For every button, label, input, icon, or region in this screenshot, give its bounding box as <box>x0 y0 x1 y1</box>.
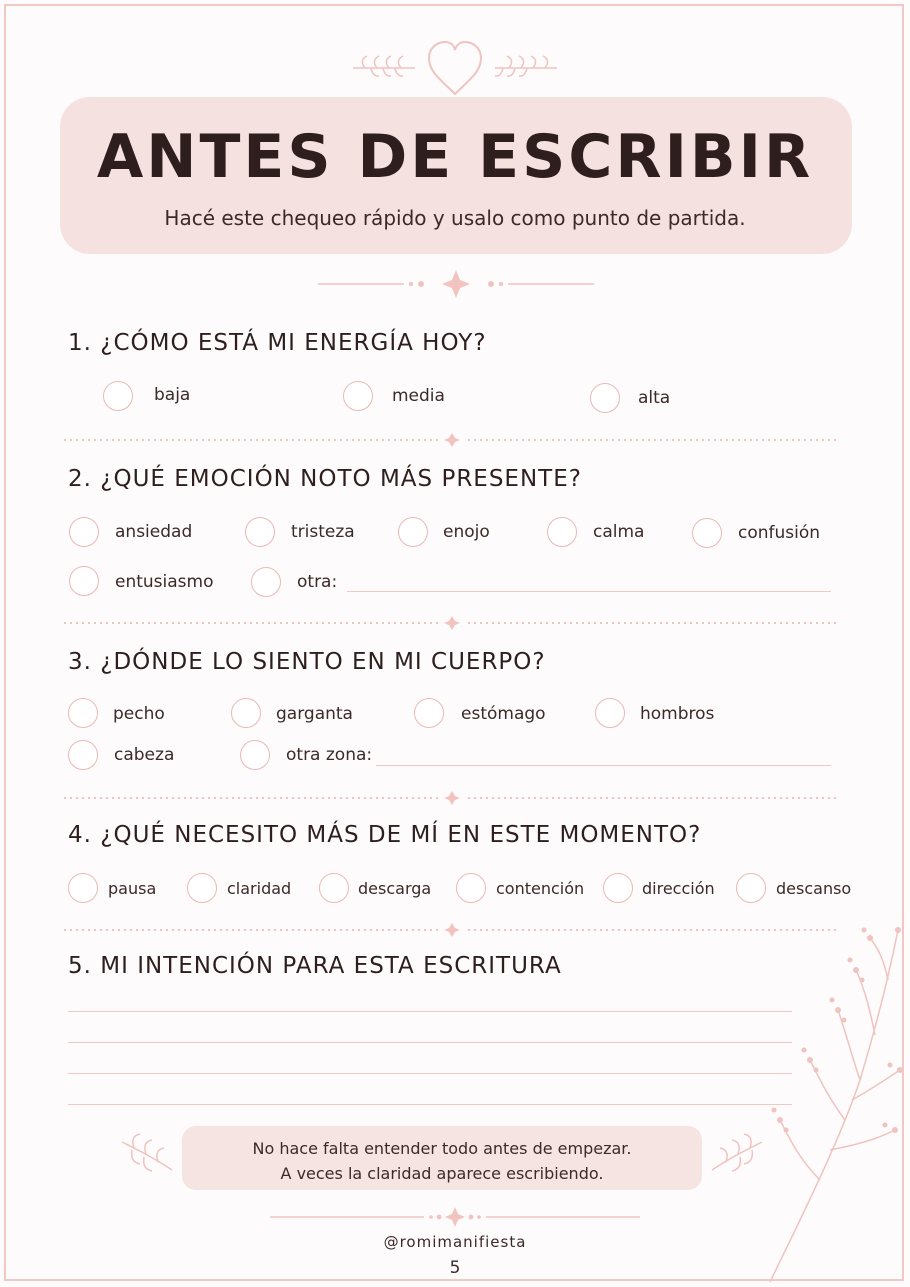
checkbox-confusion[interactable] <box>692 518 722 548</box>
option-label: media <box>392 386 445 406</box>
option-label: ansiedad <box>115 522 193 542</box>
checkbox-media[interactable] <box>343 381 373 411</box>
page-number: 5 <box>449 1258 461 1278</box>
option-label: otra: <box>297 572 338 592</box>
question-2-label: 2. ¿QUÉ EMOCIÓN NOTO MÁS PRESENTE? <box>68 466 582 492</box>
question-5-label: 5. MI INTENCIÓN PARA ESTA ESCRITURA <box>68 953 562 979</box>
checkbox-contencion[interactable] <box>456 873 486 903</box>
intention-write-line[interactable] <box>68 1011 792 1012</box>
checkbox-ansiedad[interactable] <box>69 517 99 547</box>
intention-write-line[interactable] <box>68 1104 792 1105</box>
note-line-2: A veces la claridad aparece escribiendo. <box>280 1164 604 1183</box>
checkbox-descarga[interactable] <box>319 873 349 903</box>
option-label: calma <box>593 522 645 542</box>
sparkle-divider-bottom-icon <box>268 1205 642 1229</box>
dotted-divider-icon <box>64 791 840 805</box>
dotted-divider-icon <box>64 616 840 630</box>
option-label: descarga <box>358 879 432 898</box>
page-title: ANTES DE ESCRIBIR <box>96 122 814 192</box>
checkbox-otra-zona[interactable] <box>240 740 270 770</box>
option-label: entusiasmo <box>115 572 214 592</box>
option-label: alta <box>638 388 671 408</box>
question-4-label: 4. ¿QUÉ NECESITO MÁS DE MÍ EN ESTE MOMENTO? <box>68 822 702 848</box>
checkbox-hombros[interactable] <box>595 698 625 728</box>
option-label: pausa <box>108 879 157 898</box>
option-label: tristeza <box>291 522 355 542</box>
option-label: estómago <box>461 704 546 724</box>
question-3-label: 3. ¿DÓNDE LO SIENTO EN MI CUERPO? <box>68 649 546 675</box>
checkbox-baja[interactable] <box>103 381 133 411</box>
checkbox-cabeza[interactable] <box>68 740 98 770</box>
floral-branch-icon <box>760 920 905 1285</box>
intention-write-line[interactable] <box>68 1073 792 1074</box>
option-label: otra zona: <box>286 745 373 765</box>
option-label: garganta <box>276 704 353 724</box>
intention-write-line[interactable] <box>68 1042 792 1043</box>
question-1-label: 1. ¿CÓMO ESTÁ MI ENERGÍA HOY? <box>68 330 487 356</box>
option-label: descanso <box>776 879 852 898</box>
checkbox-alta[interactable] <box>590 383 620 413</box>
checkbox-garganta[interactable] <box>231 698 261 728</box>
author-handle: @romimanifiesta <box>383 1233 527 1251</box>
option-label: claridad <box>227 879 292 898</box>
heart-ornament-icon <box>345 38 565 98</box>
checkbox-descanso[interactable] <box>736 873 766 903</box>
checkbox-pecho[interactable] <box>68 698 98 728</box>
leaf-sprig-left-icon <box>118 1130 174 1176</box>
otra-zona-write-line[interactable] <box>376 765 831 766</box>
checkbox-direccion[interactable] <box>603 873 633 903</box>
checkbox-enojo[interactable] <box>398 517 428 547</box>
option-label: pecho <box>113 704 165 724</box>
leaf-sprig-right-icon <box>710 1130 766 1176</box>
checkbox-claridad[interactable] <box>187 873 217 903</box>
dotted-divider-icon <box>64 923 840 937</box>
option-label: dirección <box>642 879 715 898</box>
option-label: hombros <box>640 704 715 724</box>
checkbox-otra[interactable] <box>251 567 281 597</box>
option-label: cabeza <box>114 745 175 765</box>
dotted-divider-icon <box>64 433 840 447</box>
checkbox-pausa[interactable] <box>68 873 98 903</box>
option-label: baja <box>154 385 191 405</box>
checkbox-tristeza[interactable] <box>245 517 275 547</box>
page-subtitle: Hacé este chequeo rápido y usalo como punto de partida. <box>164 206 746 230</box>
checkbox-estomago[interactable] <box>414 698 444 728</box>
note-line-1: No hace falta entender todo antes de empezar. <box>252 1139 632 1158</box>
sparkle-divider-icon <box>316 268 596 300</box>
checkbox-entusiasmo[interactable] <box>69 566 99 596</box>
option-label: confusión <box>738 523 821 543</box>
checkbox-calma[interactable] <box>547 517 577 547</box>
option-label: enojo <box>443 522 490 542</box>
otra-write-line[interactable] <box>347 591 831 592</box>
option-label: contención <box>496 879 585 898</box>
